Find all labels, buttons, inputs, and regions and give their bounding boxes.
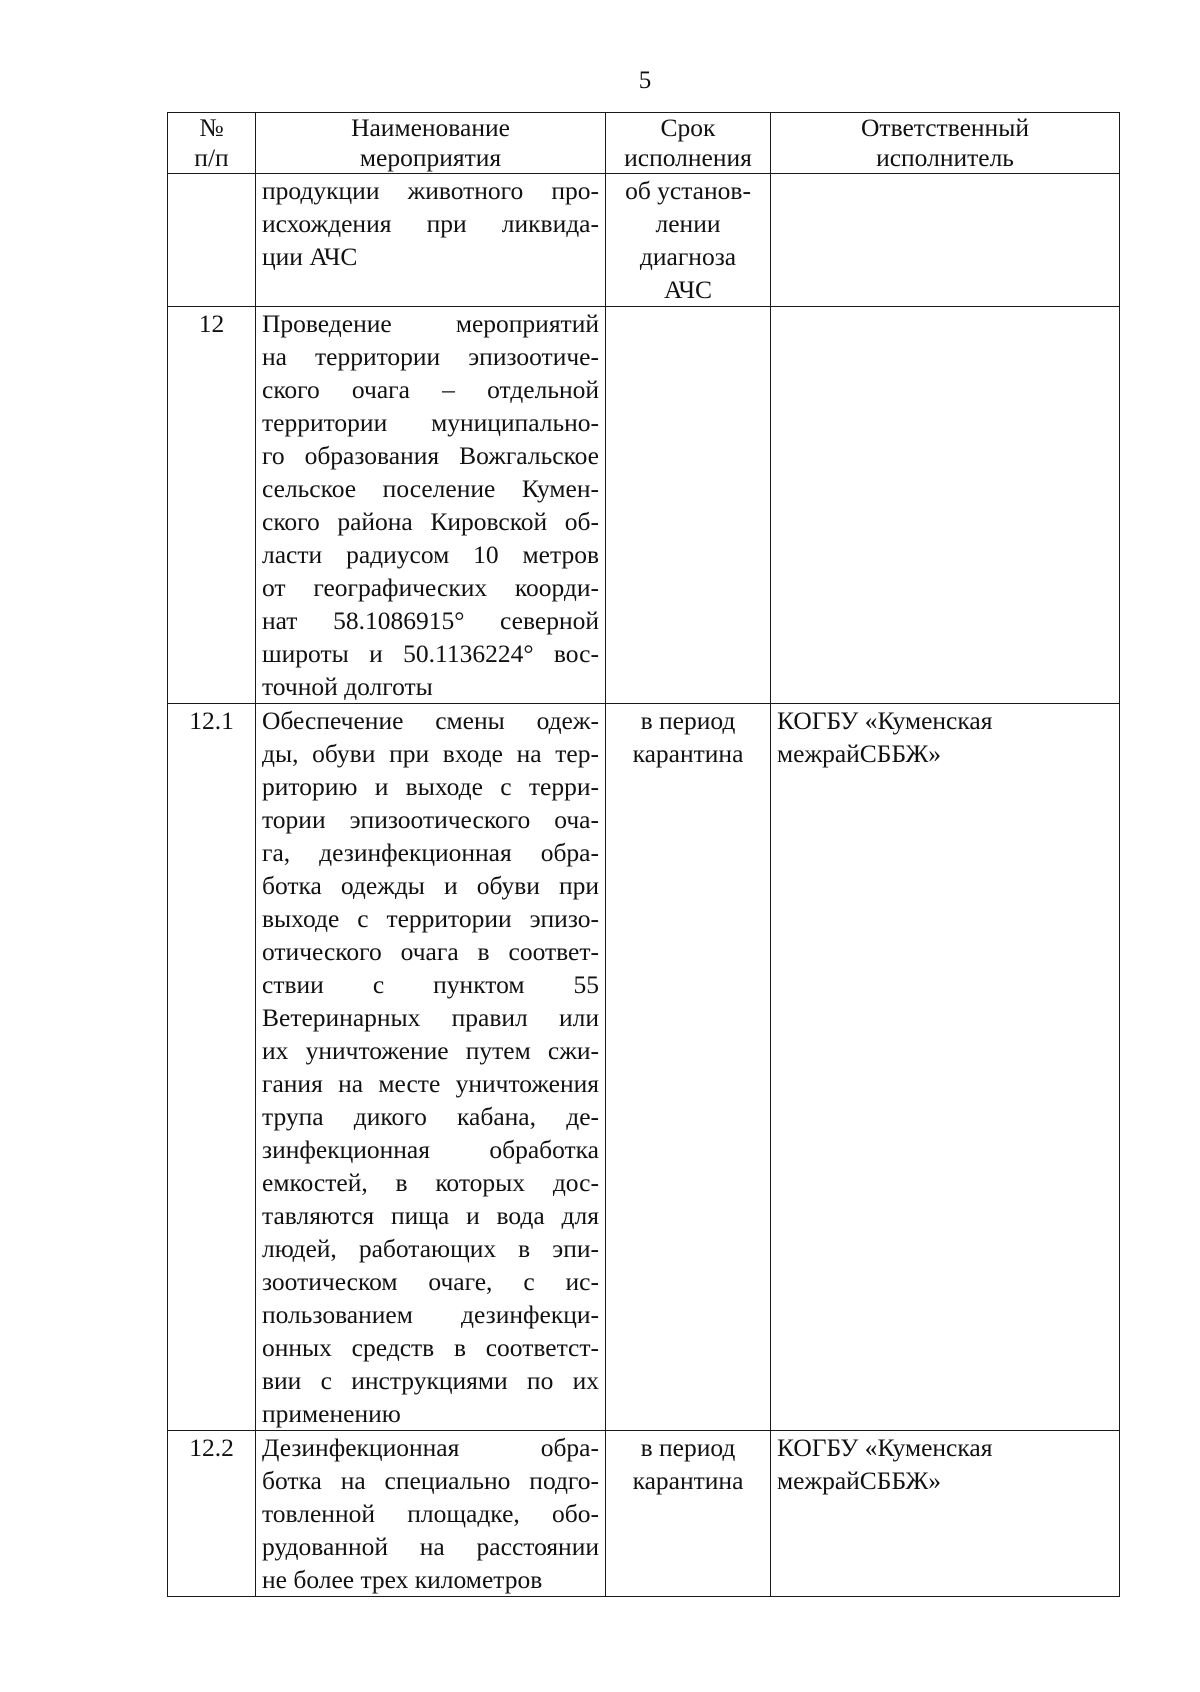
activity-name-line: га, дезинфекционная обра- <box>262 838 599 867</box>
responsible-executor-line: межрайСББЖ» <box>777 739 942 768</box>
activity-name-line: нат 58.1086915° северной <box>262 606 599 635</box>
execution-term-line: лении <box>655 209 721 238</box>
row-number <box>168 174 256 307</box>
execution-term-line: АЧС <box>663 275 713 304</box>
execution-term-line: карантина <box>632 739 744 768</box>
activity-name-line: применению <box>262 1399 401 1428</box>
responsible-executor <box>771 704 1120 1431</box>
header-term <box>606 113 771 174</box>
row-number: 12.1 <box>168 704 256 1431</box>
activity-name-line: ского района Кировской об- <box>262 507 599 536</box>
activity-name-line: зоотическом очаге, с ис- <box>262 1267 599 1296</box>
activity-name-line: продукции животного про- <box>262 176 599 205</box>
responsible-executor-line: КОГБУ «Куменская <box>777 706 993 735</box>
table-row <box>168 307 1120 704</box>
page-number: 5 <box>638 67 652 94</box>
header-resp-line: исполнитель <box>876 143 1014 172</box>
activity-name-line: онных средств в соответст- <box>262 1333 599 1362</box>
activity-name <box>256 307 606 704</box>
activity-name-line: отического очага в соответ- <box>262 937 599 966</box>
activity-name-line: Обеспечение смены одеж- <box>262 706 599 735</box>
activity-name-line: ботка одежды и обуви при <box>262 871 599 900</box>
activity-name-line: территории муниципально- <box>262 408 599 437</box>
activity-name-line: Ветеринарных правил или <box>262 1003 599 1032</box>
activity-name-line: ботка на специально подго- <box>262 1466 599 1495</box>
activities-table <box>167 112 1120 1597</box>
activity-name <box>256 704 606 1431</box>
activity-name <box>256 1431 606 1597</box>
activity-name-line: ствии с пунктом 55 <box>262 970 599 999</box>
activity-name-line: не более трех километров <box>262 1565 543 1594</box>
execution-term <box>606 307 771 704</box>
activity-name-line: сельское поселение Кумен- <box>262 474 599 503</box>
execution-term-line: в период <box>640 706 736 735</box>
table-row <box>168 704 1120 1431</box>
activity-name-line: широты и 50.1136224° вос- <box>262 639 599 668</box>
activity-name <box>256 174 606 307</box>
activity-name-line: тавляются пища и вода для <box>262 1201 599 1230</box>
execution-term-line: об установ- <box>625 176 751 205</box>
responsible-executor <box>771 307 1120 704</box>
execution-term-line: диагноза <box>639 242 737 271</box>
header-resp-line: Ответственный <box>861 113 1029 142</box>
activity-name-line: людей, работающих в эпи- <box>262 1234 599 1263</box>
table-row <box>168 1431 1120 1597</box>
activity-name-line: на территории эпизоотиче- <box>262 342 599 371</box>
activity-name-line: товленной площадке, обо- <box>262 1499 599 1528</box>
header-term-line: Срок <box>660 113 716 142</box>
activity-name-line: ции АЧС <box>262 242 358 271</box>
activity-name-line: от географических коорди- <box>262 573 599 602</box>
header-name <box>256 113 606 174</box>
responsible-executor-line: КОГБУ «Куменская <box>777 1433 993 1462</box>
header-name-line: Наименование <box>351 113 510 142</box>
activity-name-line: трупа дикого кабана, де- <box>262 1102 599 1131</box>
activity-name-line: емкостей, в которых дос- <box>262 1168 599 1197</box>
activity-name-line: точной долготы <box>262 672 433 701</box>
responsible-executor-line: межрайСББЖ» <box>777 1466 942 1495</box>
activity-name-line: их уничтожение путем сжи- <box>262 1036 599 1065</box>
header-term-line: исполнения <box>624 143 752 172</box>
table-body <box>168 174 1120 1597</box>
activity-name-line: пользованием дезинфекци- <box>262 1300 599 1329</box>
activity-name-line: рудованной на расстоянии <box>262 1532 599 1561</box>
execution-term <box>606 174 771 307</box>
activity-name-line: выходе с территории эпизо- <box>262 904 599 933</box>
responsible-executor <box>771 1431 1120 1597</box>
activity-name-line: исхождения при ликвида- <box>262 209 599 238</box>
row-number: 12.2 <box>168 1431 256 1597</box>
activity-name-line: ского очага – отдельной <box>262 375 599 404</box>
activity-name-line: вии с инструкциями по их <box>262 1366 599 1395</box>
activity-name-line: зинфекционная обработка <box>262 1135 599 1164</box>
responsible-executor <box>771 174 1120 307</box>
activity-name-line: ды, обуви при входе на тер- <box>262 739 599 768</box>
row-number: 12 <box>168 307 256 704</box>
activity-name-line: Дезинфекционная обра- <box>262 1433 599 1462</box>
activity-name-line: тории эпизоотического оча- <box>262 805 599 834</box>
header-num-line: № <box>199 113 224 142</box>
header-num-line: п/п <box>194 143 229 172</box>
table-row <box>168 174 1120 307</box>
activity-name-line: гания на месте уничтожения <box>262 1069 599 1098</box>
table-header <box>168 113 1120 174</box>
execution-term <box>606 1431 771 1597</box>
execution-term-line: в период <box>640 1433 736 1462</box>
activity-name-line: риторию и выходе с терри- <box>262 772 599 801</box>
header-name-line: мероприятия <box>359 143 502 172</box>
header-num <box>168 113 256 174</box>
activity-name-line: Проведение мероприятий <box>262 309 599 338</box>
activity-name-line: го образования Вожгальское <box>262 441 599 470</box>
header-resp <box>771 113 1120 174</box>
activity-name-line: ласти радиусом 10 метров <box>262 540 599 569</box>
execution-term <box>606 704 771 1431</box>
execution-term-line: карантина <box>632 1466 744 1495</box>
